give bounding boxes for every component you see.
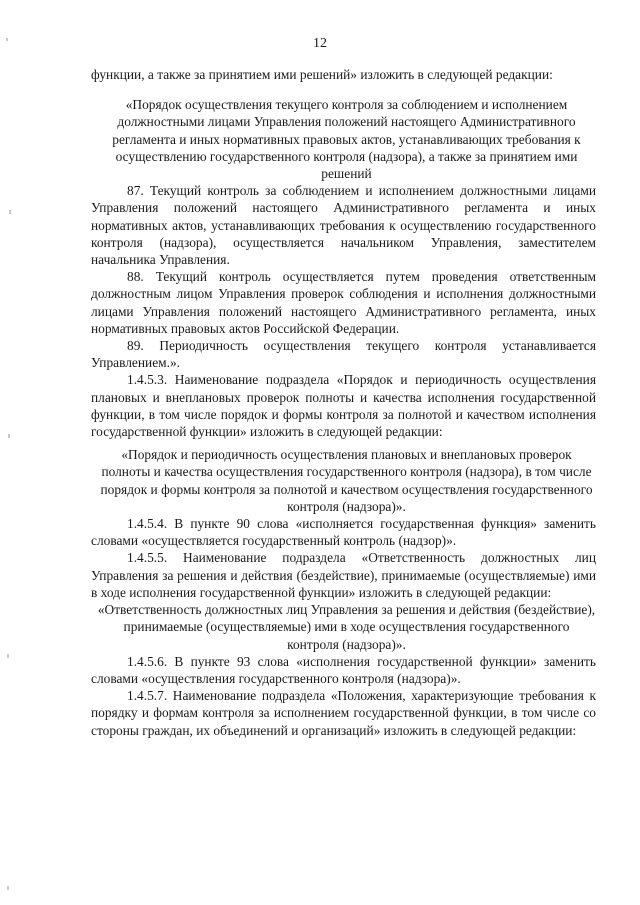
scan-mark — [8, 434, 10, 438]
paragraph-1-4-5-3: 1.4.5.3. Наименование подраздела «Порядок и периодичность осуществления плановых и внеплановых проверок полноты и качества исполнения государственной функции, в том числе порядок и формы контроля за полнотой и качеством исполнения государственной функции» изложить в следующей редакции: — [91, 372, 596, 440]
quote-heading-inspections: «Порядок и периодичность осуществления плановых и внеплановых проверок полноты и качества осуществления государственного контроля (надзора), в том числе порядок и формы контроля за полнотой и качеством осуществления государственного контроля (надзора)». — [100, 447, 593, 514]
paragraph-87: 87. Текущий контроль за соблюдением и исполнением должностными лицами Управления положений настоящего Административного регламента и иных нормативных актов, устанавливающих требования к осуществлению государственного контроля (надзора), осуществляется начальником Управления, заместителем начальника Управления. — [91, 183, 596, 268]
document-body — [91, 66, 596, 739]
paragraph-continuation: функции, а также за принятием ими решений» изложить в следующей редакции: — [91, 67, 553, 82]
scan-mark — [7, 654, 9, 658]
quote-heading-responsibility: «Ответственность должностных лиц Управления за решения и действия (бездействие), принимаемые (осуществляемые) ими в ходе осуществления государственного контроля (надзора)». — [97, 602, 596, 652]
paragraph-1-4-5-4: 1.4.5.4. В пункте 90 слова «исполняется государственная функция» заменить словами «осуществляется государственный контроль (надзор)». — [91, 516, 596, 549]
page-number: 12 — [313, 36, 327, 51]
paragraph-88: 88. Текущий контроль осуществляется путем проведения ответственным должностным лицом Управления проверок соблюдения и исполнения должностными лицами Управления положений настоящего Административного регламента, иных нормативных правовых актов Российской Федерации. — [91, 269, 596, 336]
paragraph-1-4-5-7: 1.4.5.7. Наименование подраздела «Положения, характеризующие требования к порядку и формам контроля за исполнением государственной функции, в том числе со стороны граждан, их объединений и организаций» изложить в следующей редакции: — [91, 688, 596, 738]
paragraph-1-4-5-6: 1.4.5.6. В пункте 93 слова «исполнения государственной функции» заменить словами «осуществления государственного контроля (надзора)». — [91, 653, 596, 686]
paragraph-89: 89. Периодичность осуществления текущего контроля устанавливается Управлением.». — [91, 338, 596, 371]
paragraph-1-4-5-5: 1.4.5.5. Наименование подраздела «Ответственность должностных лиц Управления за решения и действия (бездействие), принимаемые (осуществляемые) ими в ходе исполнения государственной функции» изложить в следующей редакции: — [91, 550, 596, 600]
quote-heading-current-control: «Порядок осуществления текущего контроля за соблюдением и исполнением должностными лицами Управления положений настоящего Административного регламента и иных нормативных правовых актов, устанавливающих требования к осуществлению государственного контроля (надзора), а также за принятием ими решений — [112, 97, 581, 182]
scan-mark — [7, 886, 9, 890]
scan-mark — [9, 210, 11, 214]
scan-mark — [6, 38, 8, 41]
